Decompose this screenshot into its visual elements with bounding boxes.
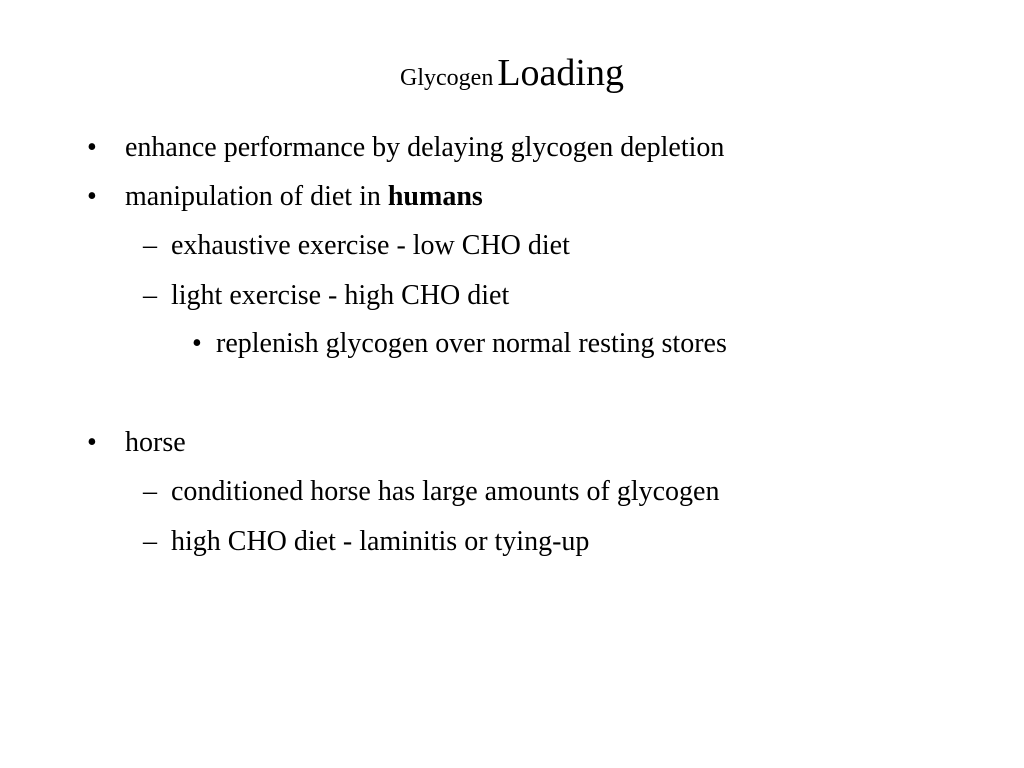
- bullet-item: [87, 132, 725, 164]
- title-word-loading: Loading: [497, 52, 624, 94]
- sub-bullet-item: [143, 280, 510, 312]
- sub-bullet-text: high CHO diet - laminitis or tying-up: [171, 526, 590, 557]
- bullet-text-bold: humans: [387, 181, 483, 212]
- dash-marker: –: [143, 280, 157, 311]
- sub-bullet-text: exhaustive exercise - low CHO diet: [171, 230, 570, 261]
- sub-bullet-item: [143, 526, 590, 558]
- slide-title: [0, 54, 1024, 92]
- bullet-text: enhance performance by delaying glycogen depletion: [125, 132, 725, 163]
- sub-sub-bullet-item: [192, 328, 727, 360]
- sub-bullet-text: conditioned horse has large amounts of glycogen: [171, 476, 720, 507]
- sub-sub-bullet-text: replenish glycogen over normal resting stores: [216, 328, 727, 359]
- dash-marker: –: [143, 526, 157, 557]
- bullet-text: horse: [125, 427, 186, 458]
- bullet-text: manipulation of diet in: [125, 181, 388, 212]
- title-word-glycogen: Glycogen: [400, 65, 494, 91]
- bullet-item: [87, 427, 186, 459]
- sub-bullet-item: [143, 476, 720, 508]
- dash-marker: –: [143, 476, 157, 507]
- sub-bullet-text: light exercise - high CHO diet: [171, 280, 510, 311]
- bullet-marker: •: [87, 181, 97, 212]
- bullet-marker: •: [192, 328, 202, 359]
- bullet-marker: •: [87, 427, 97, 458]
- sub-bullet-item: [143, 230, 570, 262]
- bullet-marker: •: [87, 132, 97, 163]
- dash-marker: –: [143, 230, 157, 261]
- bullet-item: [87, 181, 483, 213]
